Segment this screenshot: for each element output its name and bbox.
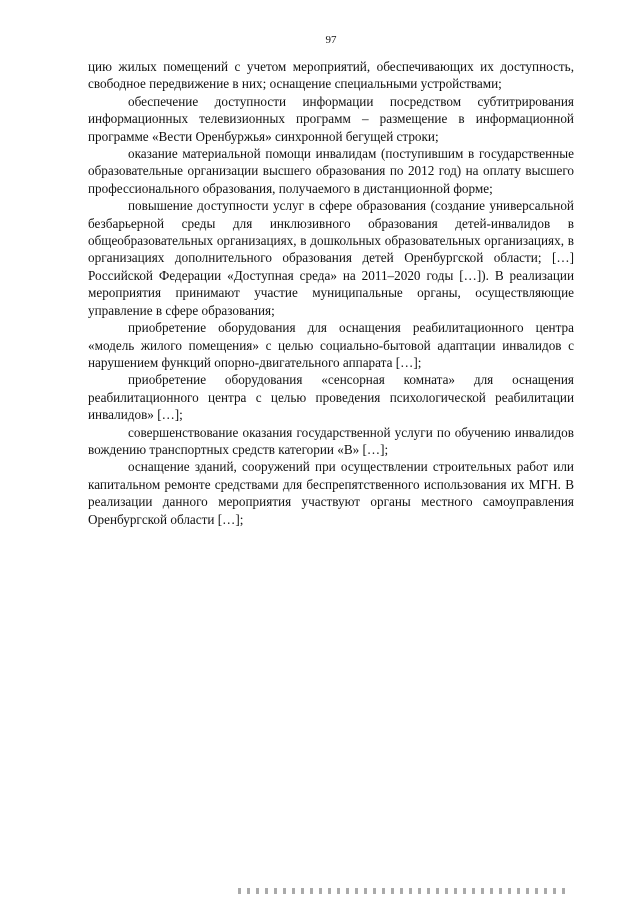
document-body (88, 58, 574, 528)
paragraph: оказание материальной помощи инвалидам (поступившим в государственные образовательные организации высшего образования по 2012 год) на оплату высшего профессионального образования, получаемого в дистанционной форме; (88, 146, 574, 196)
footer-artifact (238, 888, 568, 894)
document-page (88, 0, 574, 905)
paragraph: совершенствование оказания государственной услуги по обучению инвалидов вождению транспортных средств категории «В» […]; (88, 424, 574, 457)
paragraph: приобретение оборудования для оснащения реабилитационного центра «модель жилого помещения» с целью социально-бытовой адаптации инвалидов с нарушением функций опорно-двигательного аппарата […]; (88, 320, 574, 370)
paragraph: оснащение зданий, сооружений при осуществлении строительных работ или капитальном ремонте средствами для беспрепятственного использования их МГН. В реализации данного мероприятия участвуют органы местного самоуправления Оренбургской области […]; (88, 459, 574, 527)
page-number: 97 (325, 34, 337, 46)
paragraph: обеспечение доступности информации посредством субтитрирования информационных телевизионных программ – размещение в информационной программе «Вести Оренбуржья» синхронной бегущей строки; (88, 93, 574, 144)
paragraph: повышение доступности услуг в сфере образования (создание универсальной безбарьерной среды для инклюзивного образования детей-инвалидов в общеобразовательных организациях, в дошкольных образовательных организациях, в организациях дополнительного образования детей Оренбургской области; […] Российской Федерации «Доступная среда» на 2011–2020 годы […]). В реализации мероприятия принимают участие муниципальные органы, осуществляющие управление в сфере образования; (88, 198, 574, 318)
paragraph: цию жилых помещений с учетом мероприятий, обеспечивающих их доступность, свободное передвижение в них; оснащение специальными устройствами; (88, 59, 574, 92)
paragraph: приобретение оборудования «сенсорная комната» для оснащения реабилитационного центра с целью проведения психологической реабилитации инвалидов» […]; (88, 372, 574, 423)
